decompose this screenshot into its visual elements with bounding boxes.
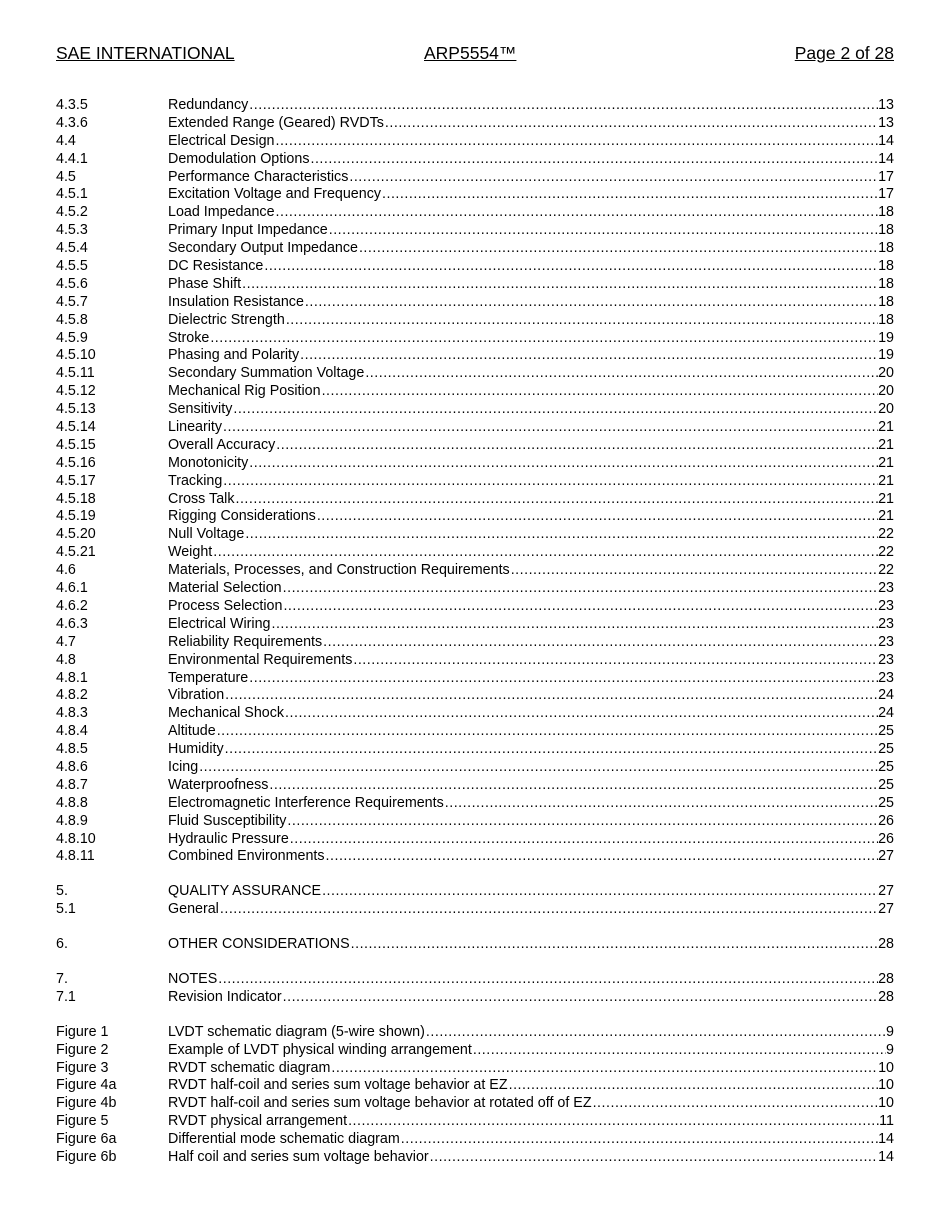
dot-leader <box>472 1042 886 1060</box>
toc-entry-number: Figure 4a <box>56 1077 117 1094</box>
toc-entry-page: 23 <box>878 651 894 668</box>
toc-entry-page: 9 <box>886 1041 894 1058</box>
dot-leader <box>444 795 878 813</box>
dot-leader <box>224 741 878 759</box>
dot-leader <box>348 169 878 187</box>
toc-entry-title: RVDT physical arrangement <box>168 1113 348 1130</box>
dot-leader <box>429 1149 878 1167</box>
toc-entry-page: 9 <box>886 1023 894 1040</box>
toc-entry-number: 4.5 <box>56 168 76 185</box>
toc-entry-number: Figure 6b <box>56 1148 117 1165</box>
toc-entry-title: Reliability Requirements <box>168 633 323 650</box>
toc-entry[interactable] <box>56 401 894 419</box>
toc-entry-page: 27 <box>878 901 894 918</box>
toc-entry[interactable] <box>56 1024 894 1042</box>
toc-entry-page: 24 <box>878 705 894 722</box>
toc-entry-number: 4.8.9 <box>56 812 88 829</box>
toc-entry-number: 4.6.2 <box>56 597 88 614</box>
toc-entry-title: RVDT half-coil and series sum voltage behavior at EZ <box>168 1077 508 1094</box>
toc-entry-title: LVDT schematic diagram (5-wire shown) <box>168 1023 425 1040</box>
dot-leader <box>216 723 878 741</box>
dot-leader <box>282 598 878 616</box>
toc-entry-page: 18 <box>878 258 894 275</box>
toc-entry-number: 4.5.11 <box>56 365 95 382</box>
dot-leader <box>263 258 878 276</box>
toc-entry-number: Figure 6a <box>56 1131 117 1148</box>
toc-entry-page: 10 <box>878 1077 894 1094</box>
dot-leader <box>400 1131 878 1149</box>
toc-entry-page: 13 <box>878 114 894 131</box>
toc-entry-number: 4.6 <box>56 562 76 579</box>
toc-entry-number: 4.6.3 <box>56 615 88 632</box>
toc-entry[interactable] <box>56 365 894 383</box>
toc-entry-page: 17 <box>878 168 894 185</box>
toc-entry-number: 4.5.16 <box>56 454 96 471</box>
toc-entry-number: 4.3.6 <box>56 114 88 131</box>
toc-entry[interactable] <box>56 795 894 813</box>
toc-entry[interactable] <box>56 652 894 670</box>
toc-entry-title: Dielectric Strength <box>168 311 285 328</box>
dot-leader <box>309 151 878 169</box>
toc-entry-number: Figure 5 <box>56 1113 109 1130</box>
toc-entry-number: 4.5.15 <box>56 436 96 453</box>
toc-entry-title: Material Selection <box>168 580 282 597</box>
dot-leader <box>282 580 878 598</box>
toc-entry-page: 25 <box>878 758 894 775</box>
toc-entry-title: NOTES <box>168 970 218 987</box>
dot-leader <box>350 936 878 954</box>
toc-entry[interactable] <box>56 258 894 276</box>
header-document-id: ARP5554™ <box>424 43 517 63</box>
toc-entry[interactable] <box>56 222 894 240</box>
toc-entry-page: 22 <box>878 544 894 561</box>
toc-entry-page: 21 <box>878 436 894 453</box>
toc-entry[interactable] <box>56 741 894 759</box>
toc-entry[interactable] <box>56 526 894 544</box>
toc-entry-page: 25 <box>878 776 894 793</box>
toc-entry[interactable] <box>56 1095 894 1113</box>
toc-entry-page: 11 <box>879 1113 894 1130</box>
dot-leader <box>275 204 879 222</box>
toc-entry-page: 27 <box>878 848 894 865</box>
dot-leader <box>299 347 878 365</box>
toc-entry[interactable] <box>56 562 894 580</box>
toc-entry[interactable] <box>56 1042 894 1060</box>
dot-leader <box>275 437 878 455</box>
toc-entry-page: 18 <box>878 240 894 257</box>
toc-section-group <box>56 971 894 1007</box>
toc-entry[interactable] <box>56 687 894 705</box>
toc-entry-page: 23 <box>878 669 894 686</box>
dot-leader <box>234 491 878 509</box>
toc-entry-page: 26 <box>878 830 894 847</box>
toc-entry-title: Primary Input Impedance <box>168 222 328 239</box>
toc-entry-title: Environmental Requirements <box>168 651 353 668</box>
toc-entry-number: Figure 3 <box>56 1059 109 1076</box>
toc-entry[interactable] <box>56 508 894 526</box>
dot-leader <box>352 652 878 670</box>
dot-leader <box>358 240 878 258</box>
toc-entry[interactable] <box>56 473 894 491</box>
toc-entry[interactable] <box>56 723 894 741</box>
toc-entry-page: 19 <box>878 329 894 346</box>
toc-entry-page: 22 <box>878 526 894 543</box>
toc-entry-page: 23 <box>878 597 894 614</box>
toc-entry-title: Sensitivity <box>168 401 233 418</box>
toc-entry-number: 4.8.6 <box>56 758 88 775</box>
toc-entry[interactable] <box>56 383 894 401</box>
toc-entry-number: 4.5.12 <box>56 383 96 400</box>
toc-entry-title: Linearity <box>168 419 223 436</box>
toc-entry-title: Half coil and series sum voltage behavior <box>168 1148 429 1165</box>
toc-entry-page: 21 <box>878 508 894 525</box>
toc-entry-page: 21 <box>878 454 894 471</box>
toc-entry-title: Weight <box>168 544 213 561</box>
toc-entry-title: Excitation Voltage and Frequency <box>168 186 382 203</box>
toc-entry[interactable] <box>56 276 894 294</box>
toc-entry-page: 20 <box>878 401 894 418</box>
toc-section-group <box>56 883 894 919</box>
toc-entry-title: OTHER CONSIDERATIONS <box>168 936 350 953</box>
toc-entry-number: 4.5.20 <box>56 526 96 543</box>
toc-entry[interactable] <box>56 777 894 795</box>
toc-entry-number: 4.5.3 <box>56 222 88 239</box>
toc-entry-title: Performance Characteristics <box>168 168 349 185</box>
toc-entry-number: 4.5.5 <box>56 258 88 275</box>
dot-leader <box>510 562 878 580</box>
toc-entry-title: Stroke <box>168 329 210 346</box>
toc-entry-title: Fluid Susceptibility <box>168 812 287 829</box>
toc-entry[interactable] <box>56 240 894 258</box>
toc-entry-number: 4.5.7 <box>56 293 88 310</box>
toc-entry-title: Extended Range (Geared) RVDTs <box>168 114 384 131</box>
toc-entry[interactable] <box>56 419 894 437</box>
toc-entry[interactable] <box>56 186 894 204</box>
toc-entry-number: 4.5.19 <box>56 508 96 525</box>
toc-entry-title: Mechanical Rig Position <box>168 383 321 400</box>
toc-entry-page: 18 <box>878 222 894 239</box>
toc-entry-page: 24 <box>878 687 894 704</box>
dot-leader <box>270 616 878 634</box>
toc-entry-number: 4.5.9 <box>56 329 88 346</box>
toc-entry-number: Figure 2 <box>56 1041 109 1058</box>
dot-leader <box>285 312 878 330</box>
dot-leader <box>248 97 878 115</box>
toc-entry[interactable] <box>56 616 894 634</box>
dot-leader <box>282 989 878 1007</box>
toc-entry-title: Insulation Resistance <box>168 293 304 310</box>
dot-leader <box>248 455 878 473</box>
dot-leader <box>322 634 878 652</box>
toc-entry-title: Rigging Considerations <box>168 508 316 525</box>
toc-entry-title: General <box>168 901 219 918</box>
toc-entry-title: Redundancy <box>168 97 249 113</box>
toc-entry[interactable] <box>56 347 894 365</box>
toc-entry[interactable] <box>56 936 894 954</box>
toc-entry-title: Demodulation Options <box>168 150 310 167</box>
toc-entry-title: Electromagnetic Interference Requirements <box>168 794 444 811</box>
toc-entry-title: Humidity <box>168 741 224 758</box>
toc-entry-title: Load Impedance <box>168 204 275 221</box>
toc-entry-page: 22 <box>878 562 894 579</box>
toc-entry-number: 4.8.11 <box>56 848 95 865</box>
toc-entry-page: 14 <box>878 150 894 167</box>
toc-entry[interactable] <box>56 1131 894 1149</box>
toc-entry[interactable] <box>56 1060 894 1078</box>
toc-entry-number: 4.5.6 <box>56 275 88 292</box>
dot-leader <box>224 687 878 705</box>
toc-entry[interactable] <box>56 204 894 222</box>
toc-entry-title: Null Voltage <box>168 526 245 543</box>
toc-entry[interactable] <box>56 813 894 831</box>
toc-entry-number: 4.5.17 <box>56 472 96 489</box>
toc-entry-page: 28 <box>878 988 894 1005</box>
toc-entry-number: 4.8.3 <box>56 705 88 722</box>
toc-entry-page: 14 <box>878 132 894 149</box>
dot-leader <box>268 777 878 795</box>
toc-entry-title: RVDT half-coil and series sum voltage behavior at rotated off of EZ <box>168 1095 592 1112</box>
toc-entry-title: Differential mode schematic diagram <box>168 1131 400 1148</box>
dot-leader <box>304 294 878 312</box>
toc-entry[interactable] <box>56 901 894 919</box>
toc-entry[interactable] <box>56 294 894 312</box>
toc-entry[interactable] <box>56 989 894 1007</box>
toc-entry-page: 23 <box>878 615 894 632</box>
toc-entry-number: Figure 4b <box>56 1095 117 1112</box>
dot-leader <box>347 1113 879 1131</box>
toc-entry-title: Secondary Output Impedance <box>168 240 358 257</box>
toc-entry-number: 4.8 <box>56 651 76 668</box>
toc-entry[interactable] <box>56 580 894 598</box>
dot-leader <box>592 1095 879 1113</box>
toc-entry-number: 4.3.5 <box>56 97 88 113</box>
dot-leader <box>222 473 878 491</box>
dot-leader <box>286 813 878 831</box>
dot-leader <box>425 1024 886 1042</box>
toc-entry-page: 18 <box>878 204 894 221</box>
toc-entry-title: Electrical Design <box>168 132 275 149</box>
toc-entry-page: 25 <box>878 741 894 758</box>
dot-leader <box>328 222 878 240</box>
dot-leader <box>232 401 878 419</box>
toc-entry[interactable] <box>56 848 894 866</box>
toc-entry[interactable] <box>56 455 894 473</box>
toc-entry-title: Icing <box>168 758 199 775</box>
dot-leader <box>284 705 878 723</box>
toc-entry-number: 4.5.2 <box>56 204 88 221</box>
toc-entry[interactable] <box>56 330 894 348</box>
toc-entry[interactable] <box>56 97 894 115</box>
toc-entry-title: Example of LVDT physical winding arrangement <box>168 1041 472 1058</box>
toc-entry-title: Phase Shift <box>168 275 242 292</box>
toc-entry-number: 4.4.1 <box>56 150 88 167</box>
toc-entry[interactable] <box>56 151 894 169</box>
toc-entry-title: Waterproofness <box>168 776 269 793</box>
dot-leader <box>244 526 878 544</box>
toc-entry-title: Altitude <box>168 723 216 740</box>
toc-entry[interactable] <box>56 133 894 151</box>
toc-entry-title: Revision Indicator <box>168 988 282 1005</box>
toc-entry-page: 10 <box>878 1059 894 1076</box>
toc-entry[interactable] <box>56 491 894 509</box>
toc-entry[interactable] <box>56 831 894 849</box>
toc-entry[interactable] <box>56 634 894 652</box>
toc-entry-page: 28 <box>878 970 894 987</box>
dot-leader <box>198 759 878 777</box>
toc-entry-number: 5. <box>56 883 68 900</box>
toc-entry-title: Secondary Summation Voltage <box>168 365 365 382</box>
toc-entry-page: 28 <box>878 936 894 953</box>
toc-entry-page: 21 <box>878 490 894 507</box>
toc-entry-page: 21 <box>878 472 894 489</box>
toc-entry[interactable] <box>56 1113 894 1131</box>
toc-entry-number: 4.8.1 <box>56 669 88 686</box>
toc-entry-number: 7. <box>56 970 68 987</box>
toc-entry[interactable] <box>56 544 894 562</box>
toc-entry-number: 4.8.5 <box>56 741 88 758</box>
toc-entry-page: 14 <box>878 1131 894 1148</box>
toc-entry-number: 4.5.13 <box>56 401 96 418</box>
toc-entry-page: 23 <box>878 580 894 597</box>
dot-leader <box>219 901 878 919</box>
toc-entry[interactable] <box>56 670 894 688</box>
dot-leader <box>381 186 878 204</box>
dot-leader <box>222 419 878 437</box>
toc-entry-page: 18 <box>878 275 894 292</box>
toc-entry-number: 4.5.14 <box>56 419 96 436</box>
dot-leader <box>330 1060 878 1078</box>
toc-entry-number: 4.6.1 <box>56 580 88 597</box>
dot-leader <box>384 115 878 133</box>
toc-entry-title: Overall Accuracy <box>168 436 276 453</box>
toc-entry-number: 4.4 <box>56 132 76 149</box>
dot-leader <box>241 276 878 294</box>
toc-entry-number: 4.5.4 <box>56 240 88 257</box>
toc-entry-number: 4.5.10 <box>56 347 96 364</box>
toc-entry-title: DC Resistance <box>168 258 264 275</box>
toc-entry-number: 4.5.18 <box>56 490 96 507</box>
toc-entry[interactable] <box>56 312 894 330</box>
toc-section-group <box>56 97 894 866</box>
toc-entry-number: Figure 1 <box>56 1023 109 1040</box>
page-header <box>56 43 894 65</box>
dot-leader <box>212 544 878 562</box>
toc-entry-title: Materials, Processes, and Construction Requirements <box>168 562 510 579</box>
toc-entry-number: 4.8.7 <box>56 776 88 793</box>
toc-entry-title: Tracking <box>168 472 223 489</box>
toc-entry-number: 4.8.8 <box>56 794 88 811</box>
dot-leader <box>289 831 878 849</box>
dot-leader <box>325 848 879 866</box>
toc-entry[interactable] <box>56 1149 894 1167</box>
toc-entry-page: 14 <box>878 1148 894 1165</box>
dot-leader <box>508 1077 879 1095</box>
toc-entry-title: Hydraulic Pressure <box>168 830 289 847</box>
toc-entry-number: 6. <box>56 936 68 953</box>
toc-entry-number: 4.5.8 <box>56 311 88 328</box>
toc-section-group <box>56 936 894 954</box>
toc-entry-title: Monotonicity <box>168 454 249 471</box>
toc-entry[interactable] <box>56 169 894 187</box>
dot-leader <box>321 383 879 401</box>
toc-entry-page: 10 <box>878 1095 894 1112</box>
toc-entry-title: Combined Environments <box>168 848 325 865</box>
toc-entry-page: 26 <box>878 812 894 829</box>
toc-entry-title: Phasing and Polarity <box>168 347 300 364</box>
toc-entry-number: 7.1 <box>56 988 76 1005</box>
toc-entry-number: 4.7 <box>56 633 76 650</box>
toc-section-group <box>56 1024 894 1167</box>
dot-leader <box>217 971 878 989</box>
toc-entry[interactable] <box>56 598 894 616</box>
table-of-contents <box>56 97 894 1184</box>
toc-entry-title: QUALITY ASSURANCE <box>168 883 322 900</box>
toc-entry[interactable] <box>56 437 894 455</box>
toc-entry[interactable] <box>56 759 894 777</box>
toc-entry-title: Cross Talk <box>168 490 235 507</box>
toc-entry-title: Temperature <box>168 669 249 686</box>
toc-entry-number: 4.8.2 <box>56 687 88 704</box>
toc-entry-page: 13 <box>878 97 894 113</box>
toc-entry-number: 4.8.4 <box>56 723 88 740</box>
toc-entry-title: Electrical Wiring <box>168 615 271 632</box>
dot-leader <box>209 330 878 348</box>
toc-entry-title: Mechanical Shock <box>168 705 285 722</box>
toc-entry[interactable] <box>56 971 894 989</box>
toc-entry-number: 4.8.10 <box>56 830 96 847</box>
header-organization: SAE INTERNATIONAL <box>56 43 235 63</box>
toc-entry-title: Vibration <box>168 687 225 704</box>
toc-entry-page: 18 <box>878 311 894 328</box>
toc-entry-page: 21 <box>878 419 894 436</box>
toc-entry-number: 5.1 <box>56 901 76 918</box>
toc-entry-number: 4.5.21 <box>56 544 96 561</box>
toc-entry[interactable] <box>56 115 894 133</box>
toc-entry[interactable] <box>56 705 894 723</box>
toc-entry-page: 19 <box>878 347 894 364</box>
toc-entry-title: Process Selection <box>168 597 283 614</box>
dot-leader <box>316 508 878 526</box>
toc-entry-page: 27 <box>878 883 894 900</box>
dot-leader <box>321 883 878 901</box>
toc-entry-page: 20 <box>878 365 894 382</box>
toc-entry-page: 20 <box>878 383 894 400</box>
toc-entry-page: 25 <box>878 794 894 811</box>
dot-leader <box>274 133 878 151</box>
toc-entry[interactable] <box>56 883 894 901</box>
dot-leader <box>364 365 878 383</box>
toc-entry-page: 18 <box>878 293 894 310</box>
toc-entry-number: 4.5.1 <box>56 186 88 203</box>
toc-entry-page: 17 <box>878 186 894 203</box>
toc-entry-title: RVDT schematic diagram <box>168 1059 331 1076</box>
header-page-number: Page 2 of 28 <box>794 43 894 63</box>
toc-entry-page: 23 <box>878 633 894 650</box>
toc-entry-page: 25 <box>878 723 894 740</box>
dot-leader <box>248 670 878 688</box>
toc-entry[interactable] <box>56 1077 894 1095</box>
